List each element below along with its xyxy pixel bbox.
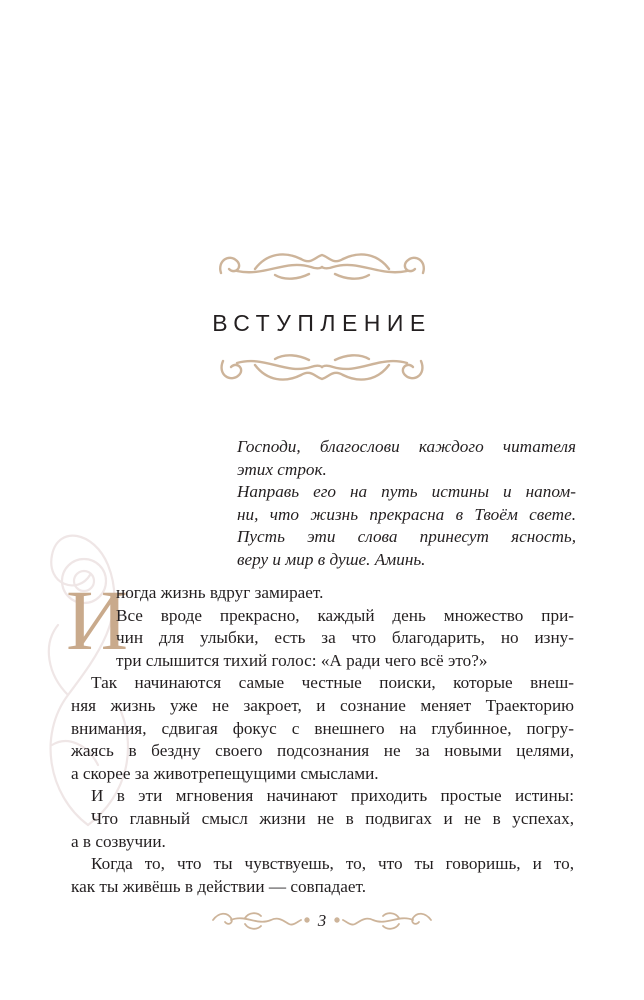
body-line: Что главный смысл жизни не в подвигах и не в успехах, bbox=[91, 808, 574, 828]
body-line: жаясь в бездну своего подсознания не за новыми целями, bbox=[71, 741, 574, 761]
body-line: чин для улыбки, есть за что благодарить, но изну- bbox=[116, 628, 574, 648]
prayer-line: этих строк. bbox=[237, 459, 327, 479]
body-text bbox=[71, 582, 574, 898]
prayer-line: веру и мир в душе. Аминь. bbox=[237, 549, 426, 569]
body-line: И в эти мгновения начинают приходить простые истины: bbox=[91, 786, 574, 806]
drop-cap: И bbox=[66, 572, 129, 668]
body-line: три слышится тихий голос: «А ради чего всё это?» bbox=[116, 650, 488, 670]
body-line: Так начинаются самые честные поиски, которые внеш- bbox=[91, 673, 574, 693]
top-ornament bbox=[0, 247, 644, 285]
body-line: ногда жизнь вдруг замирает. bbox=[116, 583, 324, 602]
body-line: Когда то, что ты чувствуешь, то, что ты говоришь, и то, bbox=[91, 854, 574, 874]
prayer-line: Господи, благослови каждого читателя bbox=[237, 437, 576, 456]
chapter-title: ВСТУПЛЕНИЕ bbox=[212, 310, 432, 336]
prayer-line: Направь его на путь истины и напом- bbox=[237, 482, 576, 502]
prayer-line: Пусть эти слова принесут ясность, bbox=[237, 527, 576, 547]
body-line: как ты живёшь в действии — совпадает. bbox=[71, 876, 367, 896]
prayer-line: ни, что жизнь прекрасна в Твоём свете. bbox=[237, 504, 576, 524]
body-line: внимания, сдвигая фокус с внешнего на глубинное, погру- bbox=[71, 718, 574, 738]
prayer-epigraph bbox=[237, 436, 576, 572]
page-number: 3 bbox=[317, 911, 327, 930]
bottom-ornament bbox=[0, 345, 644, 387]
body-line: а скорее за животрепещущими смыслами. bbox=[71, 763, 379, 783]
body-line: а в созвучии. bbox=[71, 831, 166, 851]
body-line: няя жизнь уже не закроет, и сознание меняет Траекторию bbox=[71, 695, 574, 715]
body-line: Все вроде прекрасно, каждый день множество при- bbox=[116, 605, 574, 625]
